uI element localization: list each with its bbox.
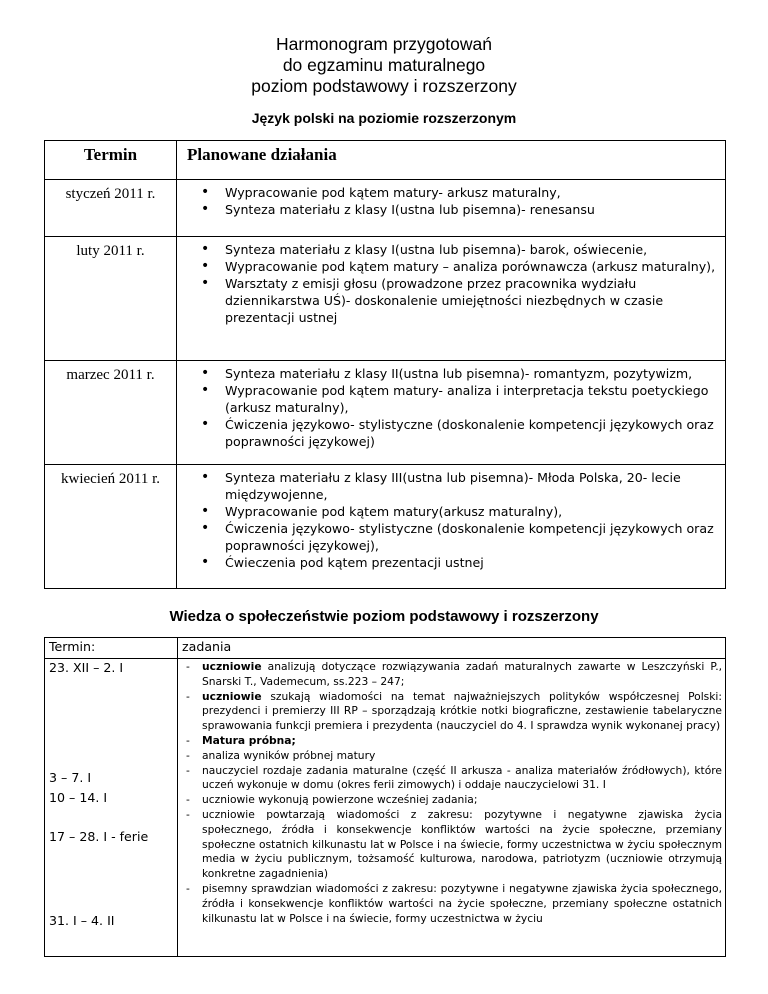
wos-col-term-header: Termin: [45, 638, 178, 659]
item-text: nauczyciel rozdaje zadania maturalne (część II arkusza - analiza materiałów źródłowych), które uczeń wykonuje w domu (okres ferii zimowych) i oddaje nauczycielowi 31. I [202, 763, 722, 792]
title-line-1: Harmonogram przygotowań [276, 34, 492, 54]
list-item: • Synteza materiału z klasy I(ustna lub pisemna)- renesansu [177, 201, 719, 218]
item-text: szukają wiadomości na temat najważniejszych polityków współczesnej Polski: prezydenci i premierzy III RP – sporządzają krótkie notki biograficzne, zestawienie tabelaryczne sprawowania funkcji premiera i prezydenta (nauczyciel do 4. I sprawdza wynik wykonanej pracy) [202, 689, 722, 733]
list-item: • Wypracowanie pod kątem matury – analiza porównawcza (arkusz maturalny), [177, 258, 719, 275]
table-row [45, 659, 726, 957]
item-text: analiza wyników próbnej matury [202, 748, 376, 762]
list-item: • Wypracowanie pod kątem matury- analiza i interpretacja tekstu poetyckiego (arkusz maturalny), [177, 382, 719, 416]
wos-term-label: 23. XII – 2. I [49, 660, 124, 675]
actions-cell [177, 465, 726, 589]
actions-cell [177, 361, 726, 465]
item-text: pisemny sprawdzian wiadomości z zakresu: pozytywne i negatywne zjawiska życia społecznego, źródła i konsekwencje konfliktów wartości na życie społeczne, przemiany społeczne ostatnich kilkunastu lat w Polsce i na świecie, formy uczestnictwa w życiu [202, 881, 722, 925]
term-cell: styczeń 2011 r. [45, 180, 177, 237]
table-row [45, 237, 726, 361]
wos-schedule-table [44, 637, 726, 957]
wos-term-label: 10 – 14. I [49, 790, 108, 805]
list-item: • Ćwiczenia językowo- stylistyczne (doskonalenie kompetencji językowych oraz poprawności językowej) [177, 416, 719, 450]
item-bold: Matura próbna; [202, 733, 296, 747]
col-term-header: Termin [45, 141, 177, 180]
term-cell: marzec 2011 r. [45, 361, 177, 465]
wos-tasks-cell [178, 659, 726, 957]
list-item [178, 882, 722, 926]
list-item [178, 749, 722, 764]
table-row [45, 361, 726, 465]
list-item: • Synteza materiału z klasy III(ustna lub pisemna)- Młoda Polska, 20- lecie międzywojenne, [177, 469, 719, 503]
title-line-2: do egzaminu maturalnego [282, 55, 486, 75]
actions-cell [177, 237, 726, 361]
document-title [0, 34, 768, 97]
item-text: uczniowie wykonują powierzone wcześniej zadania; [202, 793, 478, 807]
col-actions-header: Planowane działania [177, 141, 726, 180]
list-item: • Ćwiczenia językowo- stylistyczne (doskonalenie kompetencji językowych oraz poprawności językowej), [177, 520, 719, 554]
item-bold: uczniowie [202, 660, 262, 673]
polish-section-heading: Język polski na poziomie rozszerzonym [251, 110, 517, 126]
title-line-3: poziom podstawowy i rozszerzony [251, 76, 517, 96]
actions-cell [177, 180, 726, 237]
list-item [178, 734, 722, 749]
list-item [178, 793, 722, 808]
wos-term-label: 31. I – 4. II [49, 913, 115, 928]
polish-table-header [45, 141, 726, 180]
item-text: uczniowie powtarzają wiadomości z zakresu: pozytywne i negatywne zjawiska życia społecznego, źródła i konsekwencje konfliktów wartości na życie społeczne, przemiany społeczne ostatnich kilkunastu lat w Polsce i na świecie, formy uczestnictwa w życiu społecznym media w życiu publicznym, tożsamość kulturowa, narodowa, patriotyzm (uczniowie otrzymują konkretne zagadnienia) [202, 807, 722, 881]
list-item: • Wypracowanie pod kątem matury- arkusz maturalny, [177, 184, 719, 201]
wos-term-label: 3 – 7. I [49, 770, 92, 785]
wos-table-header [45, 638, 726, 659]
list-item [178, 690, 722, 734]
list-item: • Warsztaty z emisji głosu (prowadzone przez pracownika wydziału dziennikarstwa UŚ)- doskonalenie umiejętności niezbędnych w czasie prezentacji ustnej [177, 275, 719, 326]
list-item: • Wypracowanie pod kątem matury(arkusz maturalny), [177, 503, 719, 520]
list-item: • Synteza materiału z klasy I(ustna lub pisemna)- barok, oświecenie, [177, 241, 719, 258]
item-bold: uczniowie [202, 689, 262, 703]
item-text: analizują dotyczące rozwiązywania zadań maturalnych zawarte w Leszczyński P., Snarski T., Vademecum, ss.223 – 247; [202, 660, 722, 688]
term-cell: kwiecień 2011 r. [45, 465, 177, 589]
list-item [178, 660, 722, 690]
polish-schedule-table [44, 140, 726, 589]
wos-term-label: 17 – 28. I - ferie [49, 829, 149, 844]
list-item: • Ćwieczenia pod kątem prezentacji ustnej [177, 554, 719, 571]
table-row [45, 180, 726, 237]
wos-section-heading: Wiedza o społeczeństwie poziom podstawowy i rozszerzony [169, 608, 599, 625]
list-item [178, 764, 722, 794]
wos-col-tasks-header: zadania [178, 638, 726, 659]
wos-tasks-list [178, 659, 725, 956]
wos-terms-cell [45, 659, 178, 957]
table-row [45, 465, 726, 589]
list-item: • Synteza materiału z klasy II(ustna lub pisemna)- romantyzm, pozytywizm, [177, 365, 719, 382]
term-cell: luty 2011 r. [45, 237, 177, 361]
list-item [178, 808, 722, 882]
